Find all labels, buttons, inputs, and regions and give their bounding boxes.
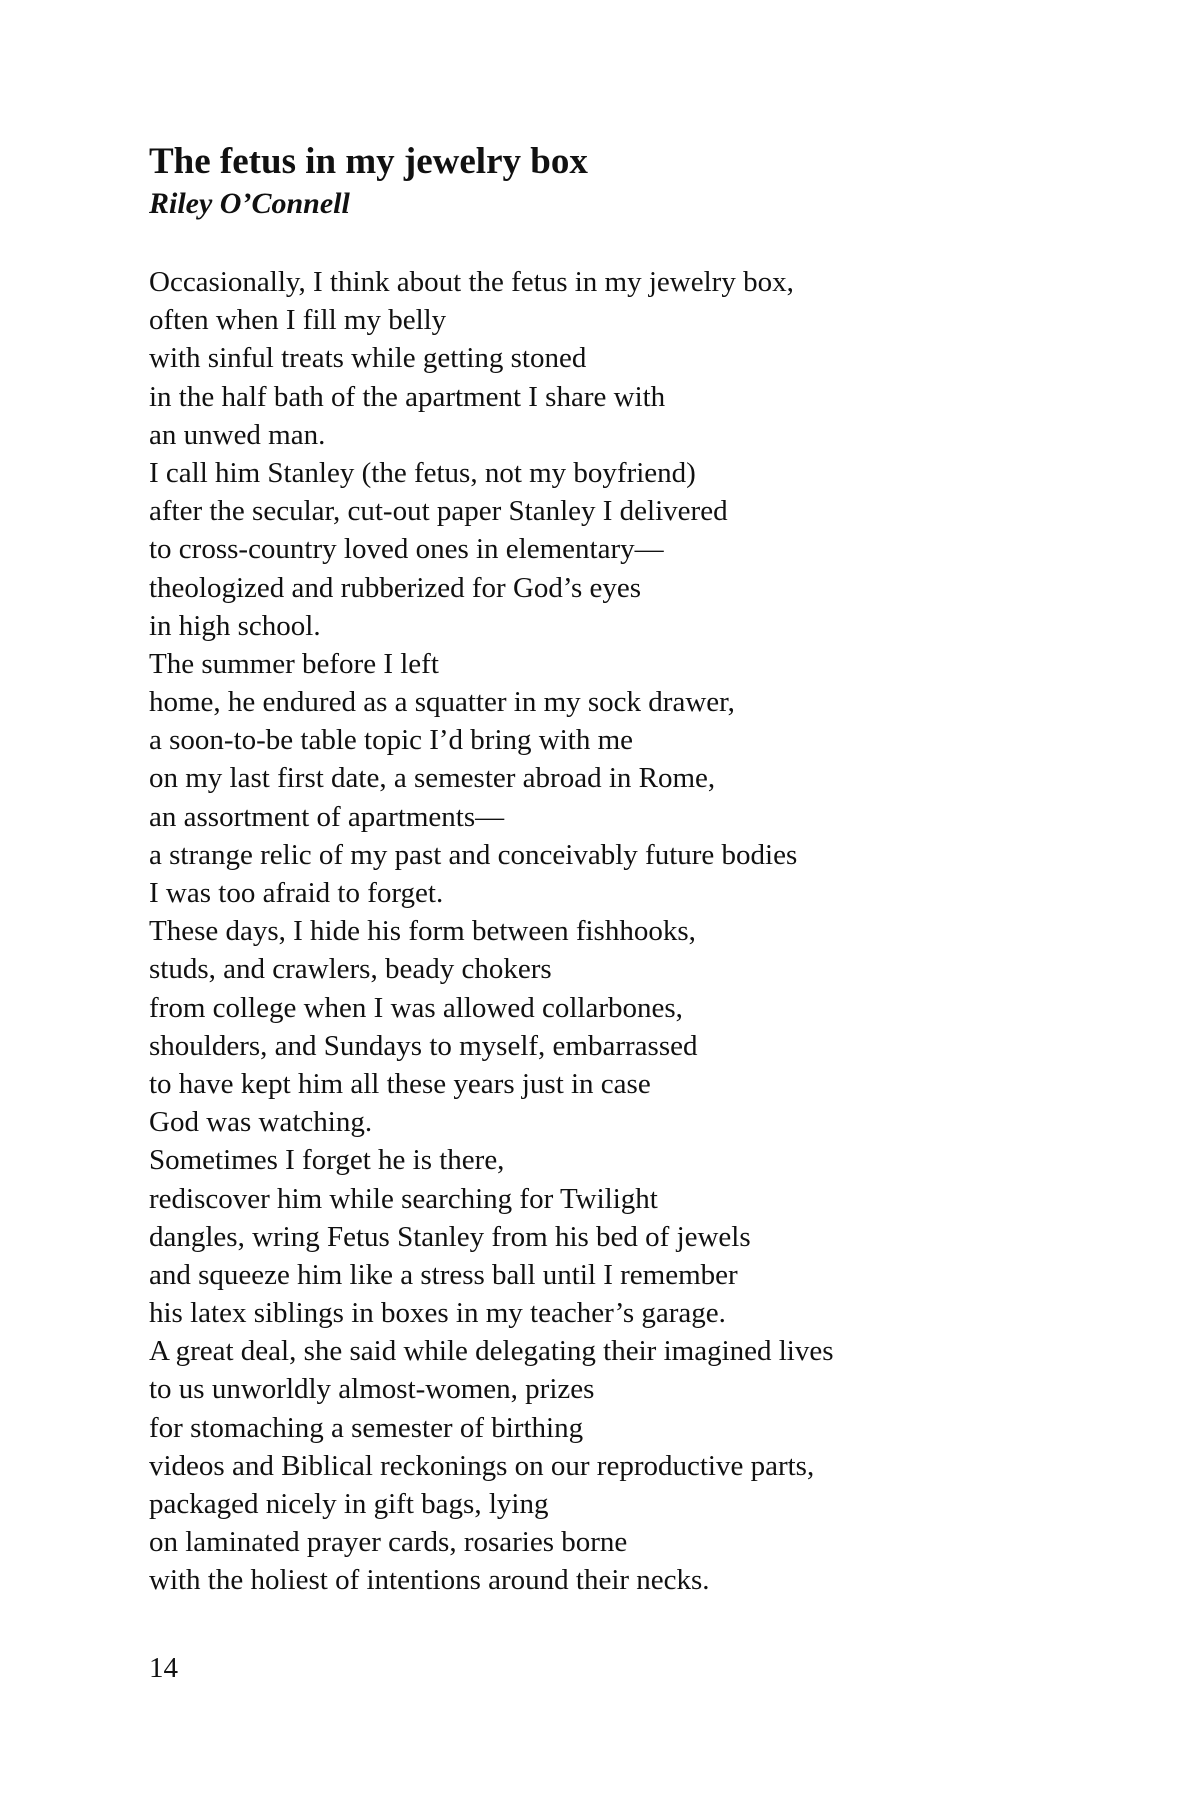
poem-line: a strange relic of my past and conceivably future bodies: [149, 838, 798, 871]
poem-author: Riley O’Connell: [149, 187, 350, 220]
poem-line: shoulders, and Sundays to myself, embarrassed: [149, 1029, 698, 1062]
poem-line: God was watching.: [149, 1106, 373, 1139]
poem-line: with the holiest of intentions around their necks.: [149, 1564, 710, 1597]
poem-line: Sometimes I forget he is there,: [149, 1144, 505, 1177]
poem-line: a soon-to-be table topic I’d bring with me: [149, 724, 634, 757]
poem-line: in the half bath of the apartment I share with: [149, 380, 666, 413]
poem-line: on laminated prayer cards, rosaries borne: [149, 1526, 628, 1559]
poem-line: for stomaching a semester of birthing: [149, 1411, 584, 1444]
poem-line: dangles, wring Fetus Stanley from his bed of jewels: [149, 1220, 751, 1253]
poem-line: rediscover him while searching for Twilight: [149, 1182, 658, 1215]
poem-line: packaged nicely in gift bags, lying: [149, 1488, 549, 1520]
page-number: 14: [149, 1652, 178, 1684]
poem-title: The fetus in my jewelry box: [149, 141, 588, 182]
poem-line: A great deal, she said while delegating their imagined lives: [149, 1335, 834, 1368]
poem-line: an assortment of apartments—: [149, 800, 505, 833]
poem-line: after the secular, cut-out paper Stanley I delivered: [149, 495, 728, 528]
poem-line: These days, I hide his form between fishhooks,: [149, 915, 696, 948]
poem-body: [149, 263, 834, 1600]
poem-line: and squeeze him like a stress ball until I remember: [149, 1258, 738, 1291]
poem-line: The summer before I left: [149, 647, 439, 680]
poem-line: an unwed man.: [149, 418, 326, 451]
poem-line: often when I fill my belly: [149, 304, 447, 337]
poem-line: I call him Stanley (the fetus, not my boyfriend): [149, 456, 696, 489]
poem-line: from college when I was allowed collarbones,: [149, 991, 683, 1024]
poem-line: home, he endured as a squatter in my sock drawer,: [149, 686, 735, 719]
poem-line: Occasionally, I think about the fetus in my jewelry box,: [149, 266, 794, 298]
poem-line: studs, and crawlers, beady chokers: [149, 953, 552, 986]
poem-line: theologized and rubberized for God’s eyes: [149, 571, 642, 604]
poem-line: I was too afraid to forget.: [149, 877, 444, 909]
poem-line: videos and Biblical reckonings on our reproductive parts,: [149, 1449, 815, 1482]
poem-line: to us unworldly almost-women, prizes: [149, 1373, 595, 1406]
poem-line: to cross-country loved ones in elementary—: [149, 533, 664, 566]
poem-line: with sinful treats while getting stoned: [149, 342, 587, 375]
poem-line: his latex siblings in boxes in my teacher’s garage.: [149, 1297, 726, 1330]
poem-line: on my last first date, a semester abroad in Rome,: [149, 762, 716, 795]
poem-line: to have kept him all these years just in case: [149, 1067, 651, 1100]
poem-line: in high school.: [149, 609, 321, 642]
